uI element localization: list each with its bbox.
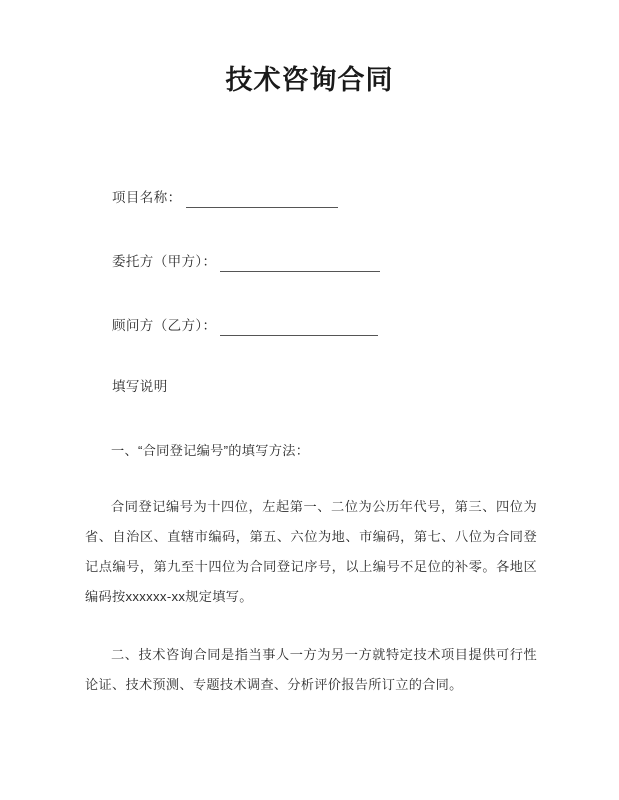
clause-2-title: 二、技术咨询合同是指当事人一方为另一方就特定技术项目提供可行性论证、技术预测、专题技术调查、分析评价报告所订立的合同。	[85, 647, 537, 692]
party-a-input-rule[interactable]	[220, 256, 380, 272]
field-row-party-b	[112, 314, 572, 336]
clause-1-title: 一、“合同登记编号”的填写方法：	[111, 443, 310, 458]
field-row-party-a	[112, 250, 572, 272]
project-name-label: 项目名称：	[112, 190, 182, 205]
party-b-label: 顾问方（乙方）：	[112, 318, 217, 333]
field-row-project-name	[112, 186, 572, 208]
instructions-heading: 填写说明	[112, 379, 168, 394]
clause-1-body: 合同登记编号为十四位，左起第一、二位为公历年代号，第三、四位为省、自治区、直辖市编码，第五、六位为地、市编码，第七、八位为合同登记点编号，第九至十四位为合同登记序号，以上编号不足位的补零。各地区编码按xxxxxx-xx规定填写。	[85, 499, 537, 604]
party-b-input-rule[interactable]	[220, 320, 378, 336]
instructions-body	[85, 436, 537, 728]
document-title: 技术咨询合同	[225, 65, 394, 95]
party-a-label: 委托方（甲方）：	[112, 254, 217, 269]
contract-form-fields	[112, 186, 572, 378]
project-name-input-rule[interactable]	[186, 192, 338, 208]
